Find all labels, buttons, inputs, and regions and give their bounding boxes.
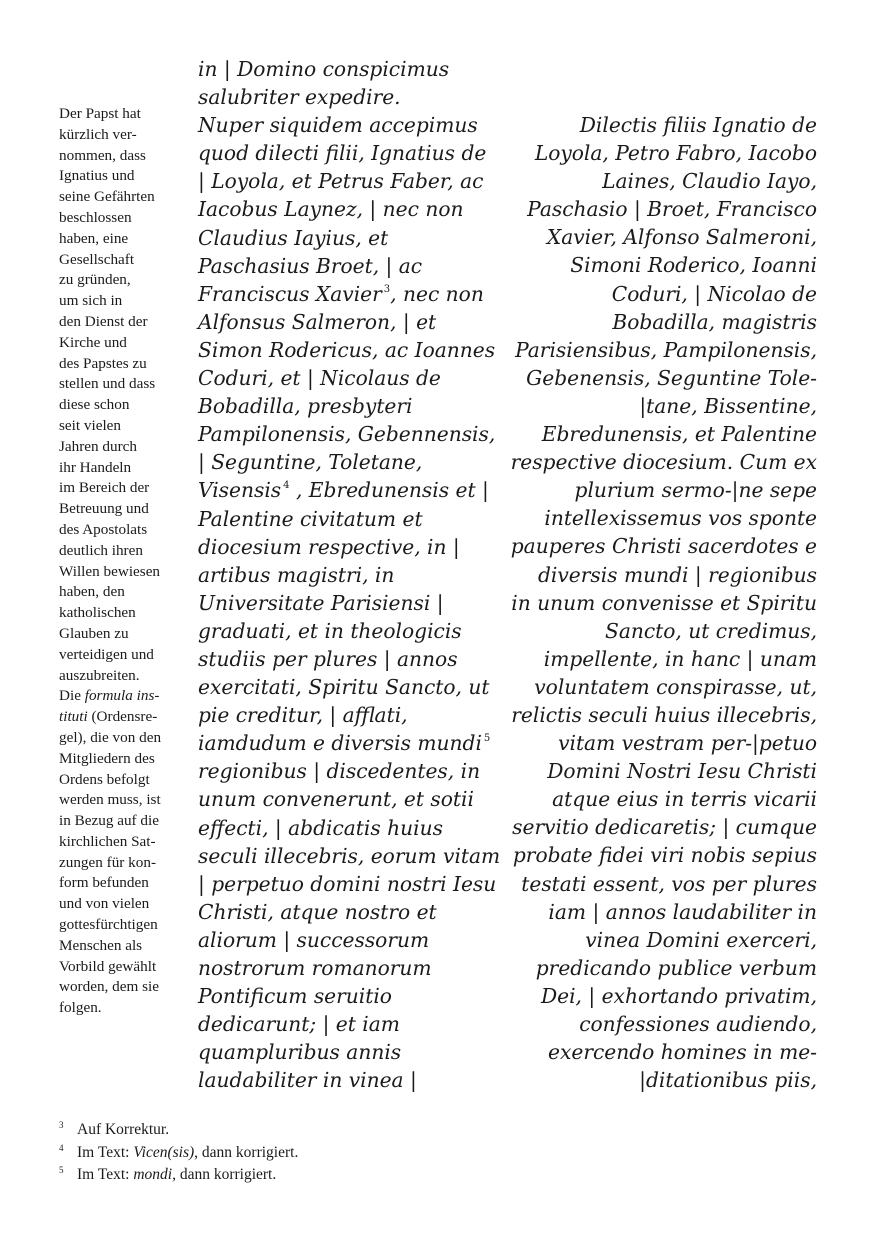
text-run: Simon Rodericus, ac Ioannes bbox=[198, 337, 496, 362]
text-line bbox=[510, 785, 817, 813]
text-line bbox=[510, 420, 817, 448]
text-line bbox=[198, 224, 498, 252]
text-run: des Papstes zu bbox=[59, 354, 147, 372]
gloss-line bbox=[59, 645, 183, 666]
text-run: form befunden bbox=[59, 874, 149, 892]
gloss-line bbox=[59, 624, 183, 645]
text-line bbox=[510, 223, 817, 251]
text-run: vitam vestram per-|petuo bbox=[558, 731, 817, 756]
text-run: zu gründen, bbox=[59, 271, 131, 289]
gloss-line bbox=[59, 957, 183, 978]
text-line bbox=[510, 954, 817, 982]
gloss-line bbox=[59, 541, 183, 562]
text-line bbox=[198, 898, 498, 926]
text-run: | Loyola, et Petrus Faber, ac bbox=[198, 169, 484, 194]
text-run: Die bbox=[59, 687, 85, 705]
text-run: seine Gefährten bbox=[59, 188, 155, 206]
gloss-line bbox=[59, 250, 183, 271]
text-line bbox=[510, 336, 817, 364]
text-run: Jahren durch bbox=[59, 437, 138, 455]
text-run: Iacobus Laynez, | nec non bbox=[198, 197, 464, 222]
text-run: stellen und dass bbox=[59, 375, 156, 393]
text-run: servitio dedicaretis; | cumque bbox=[512, 815, 817, 840]
text-run: in Bezug auf die bbox=[59, 812, 159, 830]
footnote-text: dann korrigiert. bbox=[175, 1166, 277, 1184]
text-line bbox=[198, 814, 498, 842]
text-line bbox=[198, 842, 501, 870]
footnote: 4 Im Text: Vicen(sis), dann korrigiert. bbox=[59, 1142, 299, 1161]
text-line bbox=[510, 308, 817, 336]
text-run: , Ebredunensis et | bbox=[289, 478, 489, 503]
text-run: seculi illecebris, eorum vitam bbox=[198, 843, 501, 868]
text-line bbox=[510, 701, 817, 729]
text-run: Menschen als bbox=[59, 936, 143, 954]
text-run: Dei, | exhortando privatim, bbox=[540, 983, 817, 1008]
text-line bbox=[198, 505, 498, 533]
text-run: katholischen bbox=[59, 604, 136, 622]
text-run: Alfonsus Salmeron, | et bbox=[198, 309, 437, 334]
text-run: kürzlich ver- bbox=[59, 125, 137, 143]
text-line bbox=[510, 926, 817, 954]
text-run: diese schon bbox=[59, 396, 130, 414]
text-run: des Apostolats bbox=[59, 520, 148, 538]
text-run: |ditationibus piis, bbox=[639, 1068, 817, 1093]
gloss-line bbox=[59, 894, 183, 915]
text-line bbox=[510, 139, 817, 167]
text-run: Christi, atque nostro et bbox=[198, 899, 437, 924]
gloss-line bbox=[59, 936, 183, 957]
text-run: Claudius Iayius, et bbox=[198, 225, 389, 250]
text-run: quod dilecti filii, Ignatius de bbox=[198, 141, 487, 166]
gloss-line bbox=[59, 832, 183, 853]
text-line bbox=[510, 645, 817, 673]
text-run: , nec non bbox=[390, 281, 484, 306]
text-run: Nuper siquidem accepimus bbox=[198, 113, 478, 138]
text-run: zungen für kon- bbox=[59, 853, 156, 871]
text-run: Mitgliedern des bbox=[59, 749, 155, 767]
gloss-line bbox=[59, 707, 183, 728]
gloss-line bbox=[59, 562, 183, 583]
text-line bbox=[198, 785, 498, 813]
text-line bbox=[198, 561, 498, 589]
text-run: studiis per plures | annos bbox=[198, 646, 458, 671]
text-line bbox=[510, 476, 817, 504]
gloss-line bbox=[59, 437, 183, 458]
text-line bbox=[510, 729, 817, 757]
text-line bbox=[198, 645, 498, 673]
text-line bbox=[510, 1010, 817, 1038]
text-run: worden, dem sie bbox=[59, 978, 159, 996]
gloss-line bbox=[59, 499, 183, 520]
text-line bbox=[510, 1066, 817, 1094]
text-run: nommen, dass bbox=[59, 146, 146, 164]
gloss-line bbox=[59, 312, 183, 333]
text-run: aliorum | successorum bbox=[198, 927, 430, 952]
text-line bbox=[510, 392, 817, 420]
text-line bbox=[198, 1066, 498, 1094]
text-line bbox=[510, 448, 817, 476]
text-run: confessiones audiendo, bbox=[579, 1012, 817, 1036]
footnote-text: Im Text: bbox=[77, 1143, 134, 1161]
text-run: und von vielen bbox=[59, 895, 150, 913]
text-run: Betreuung und bbox=[59, 500, 149, 518]
text-run: Universitate Parisiensi | bbox=[198, 590, 444, 615]
text-line bbox=[510, 673, 817, 701]
text-run: seit vielen bbox=[59, 416, 121, 434]
text-run: vinea Domini exerceri, bbox=[585, 927, 817, 952]
footnote-marker: 3 bbox=[383, 283, 391, 295]
text-line bbox=[510, 841, 817, 869]
text-run: diversis mundi | regionibus bbox=[537, 562, 817, 587]
text-run: impellente, in hanc | unam bbox=[543, 646, 817, 671]
gloss-line bbox=[59, 416, 183, 437]
text-run: nostrorum romanorum bbox=[198, 956, 432, 980]
text-line bbox=[198, 982, 498, 1010]
text-run: verteidigen und bbox=[59, 645, 154, 663]
gloss-line bbox=[59, 915, 183, 936]
text-run: exercendo homines in me- bbox=[548, 1040, 817, 1065]
gloss-line bbox=[59, 458, 183, 479]
text-run: Parisiensibus, Pampilonensis, bbox=[515, 337, 817, 362]
text-run: laudabiliter in vinea | bbox=[198, 1068, 417, 1093]
text-line bbox=[510, 813, 817, 841]
text-run: intellexissemus vos sponte bbox=[544, 506, 817, 531]
text-line bbox=[198, 870, 498, 898]
text-run: Ebredunensis, et Palentine bbox=[541, 422, 817, 447]
gloss-line bbox=[59, 270, 183, 291]
text-run: gottesfürchtigen bbox=[59, 916, 158, 934]
footnote-text: Auf Korrektur. bbox=[77, 1121, 170, 1138]
text-run: Coduri, et | Nicolaus de bbox=[198, 366, 441, 391]
text-line bbox=[510, 532, 817, 560]
text-line bbox=[198, 589, 498, 617]
text-run: ihr Handeln bbox=[59, 458, 132, 476]
text-line bbox=[198, 280, 498, 308]
text-line bbox=[510, 251, 817, 279]
gloss-line bbox=[59, 125, 183, 146]
text-run: Glauben zu bbox=[59, 624, 129, 642]
gloss-line bbox=[59, 811, 183, 832]
text-run: deutlich ihren bbox=[59, 541, 143, 559]
text-line bbox=[198, 476, 498, 504]
text-line bbox=[198, 1010, 498, 1038]
gloss-line bbox=[59, 603, 183, 624]
text-line bbox=[510, 280, 817, 308]
gloss-line bbox=[59, 582, 183, 603]
text-run: | perpetuo domini nostri Iesu bbox=[198, 871, 497, 896]
text-run: Loyola, Petro Fabro, Iacobo bbox=[534, 141, 817, 166]
gloss-line bbox=[59, 977, 183, 998]
marginal-gloss bbox=[59, 104, 183, 1019]
text-run: regionibus | discedentes, in bbox=[198, 759, 481, 784]
text-line bbox=[198, 420, 498, 448]
text-run: formula ins- bbox=[84, 687, 160, 705]
gloss-line bbox=[59, 354, 183, 375]
text-run: Simoni Roderico, Ioanni bbox=[570, 253, 817, 278]
footnote: 3 Auf Korrektur. bbox=[59, 1120, 170, 1138]
gloss-line bbox=[59, 770, 183, 791]
footnote-text: Vicen(sis) bbox=[133, 1143, 195, 1161]
text-line bbox=[510, 617, 817, 645]
gloss-line bbox=[59, 146, 183, 167]
gloss-line bbox=[59, 333, 183, 354]
text-run: in | Domino conspicimus bbox=[198, 57, 450, 81]
text-line bbox=[198, 729, 498, 757]
text-line bbox=[198, 533, 498, 561]
text-run: folgen. bbox=[59, 999, 102, 1017]
text-run: Paschasius Broet, | ac bbox=[198, 253, 423, 278]
text-run: Laines, Claudio Iayo, bbox=[602, 169, 817, 194]
gloss-line bbox=[59, 749, 183, 770]
gloss-line bbox=[59, 166, 183, 187]
footnote-marker: 4 bbox=[283, 480, 290, 492]
footnotes bbox=[59, 1119, 819, 1187]
text-run: den Dienst der bbox=[59, 312, 148, 330]
text-line bbox=[510, 364, 817, 392]
text-line bbox=[510, 561, 817, 589]
text-run: pauperes Christi sacerdotes e bbox=[510, 534, 817, 559]
text-run: Franciscus Xavier bbox=[198, 281, 382, 306]
text-line bbox=[198, 1038, 498, 1066]
text-run: im Bereich der bbox=[59, 479, 150, 497]
text-run: effecti, | abdicatis huius bbox=[198, 815, 443, 840]
text-line bbox=[510, 111, 817, 139]
text-line bbox=[198, 55, 498, 83]
text-line bbox=[198, 701, 498, 729]
text-run: Sancto, ut credimus, bbox=[604, 618, 817, 643]
footnote-text: , dann korrigiert. bbox=[194, 1143, 299, 1161]
text-run: relictis seculi huius illecebris, bbox=[511, 702, 817, 727]
footnote-text: Im Text: bbox=[77, 1166, 134, 1184]
text-run: in unum convenisse et Spiritu bbox=[511, 590, 817, 615]
footnote-text: mondi, bbox=[133, 1166, 176, 1184]
text-run: Domini Nostri Iesu Christi bbox=[547, 759, 817, 784]
text-line bbox=[198, 364, 498, 392]
text-line bbox=[198, 336, 498, 364]
text-line bbox=[198, 617, 498, 645]
text-run: Ordens befolgt bbox=[59, 770, 150, 788]
text-run: Bobadilla, presbyteri bbox=[198, 394, 413, 419]
text-run: Ignatius und bbox=[59, 167, 135, 185]
text-run: werden muss, ist bbox=[59, 791, 161, 809]
text-run: voluntatem conspirasse, ut, bbox=[534, 674, 817, 699]
text-run: auszubreiten. bbox=[59, 666, 140, 684]
text-line bbox=[198, 392, 498, 420]
text-line bbox=[198, 195, 498, 223]
text-run: (Ordensre- bbox=[87, 708, 158, 726]
text-run: atque eius in terris vicarii bbox=[552, 787, 817, 812]
text-line bbox=[198, 252, 498, 280]
text-run: Der Papst hat bbox=[59, 105, 141, 122]
text-run: testati essent, vos per plures bbox=[521, 871, 817, 896]
text-line bbox=[510, 898, 817, 926]
gloss-line bbox=[59, 873, 183, 894]
text-line bbox=[510, 167, 817, 195]
text-line bbox=[198, 954, 498, 982]
footnote-marker: 5 bbox=[483, 733, 491, 745]
text-run: Visensis bbox=[198, 478, 282, 503]
text-run: pie creditur, | afflati, bbox=[198, 703, 408, 728]
text-line bbox=[510, 504, 817, 532]
text-run: quampluribus annis bbox=[198, 1040, 402, 1065]
text-line bbox=[198, 111, 498, 139]
text-run: Palentine civitatum et bbox=[198, 506, 423, 531]
text-run: Pampilonensis, Gebennensis, bbox=[198, 422, 496, 447]
text-line bbox=[198, 167, 498, 195]
gloss-line bbox=[59, 395, 183, 416]
text-run: plurium sermo-|ne sepe bbox=[574, 478, 817, 503]
text-run: tituti bbox=[59, 708, 88, 726]
gloss-line bbox=[59, 478, 183, 499]
text-run: Vorbild gewählt bbox=[59, 957, 157, 975]
text-line bbox=[510, 757, 817, 785]
text-run: exercitati, Spiritu Sancto, ut bbox=[198, 675, 490, 700]
text-run: Paschasio | Broet, Francisco bbox=[527, 197, 817, 222]
text-line bbox=[198, 448, 498, 476]
text-line bbox=[198, 308, 498, 336]
gloss-line bbox=[59, 104, 183, 125]
gloss-line bbox=[59, 291, 183, 312]
text-line bbox=[198, 757, 498, 785]
text-run: Bobadilla, magistris bbox=[612, 309, 817, 334]
text-run: Willen bewiesen bbox=[59, 562, 161, 580]
gloss-line bbox=[59, 208, 183, 229]
gloss-line bbox=[59, 790, 183, 811]
text-run: Gebenensis, Seguntine Tole- bbox=[526, 365, 817, 390]
text-run: Xavier, Alfonso Salmeroni, bbox=[546, 225, 817, 250]
text-run: haben, den bbox=[59, 583, 125, 601]
text-line bbox=[198, 83, 498, 111]
text-run: dedicarunt; | et iam bbox=[198, 1012, 400, 1037]
latin-text-right-column bbox=[510, 111, 817, 1094]
text-run: | Seguntine, Toletane, bbox=[198, 450, 423, 475]
text-run: Pontificum seruitio bbox=[198, 984, 392, 1009]
text-line bbox=[198, 926, 498, 954]
gloss-line bbox=[59, 686, 183, 707]
text-line bbox=[510, 982, 817, 1010]
gloss-line bbox=[59, 666, 183, 687]
footnote: 5 Im Text: mondi, dann korrigiert. bbox=[59, 1165, 277, 1184]
text-run: beschlossen bbox=[59, 208, 132, 226]
text-run: salubriter expedire. bbox=[198, 85, 401, 110]
text-run: unum convenerunt, et sotii bbox=[198, 787, 474, 812]
text-run: artibus magistri, in bbox=[198, 562, 395, 587]
text-run: Coduri, | Nicolao de bbox=[611, 281, 817, 306]
text-run: um sich in bbox=[59, 292, 123, 310]
gloss-line bbox=[59, 853, 183, 874]
text-run: graduati, et in theologicis bbox=[198, 618, 462, 643]
text-run: iamdudum e diversis mundi bbox=[198, 731, 482, 756]
text-run: |tane, Bissentine, bbox=[639, 393, 817, 418]
latin-text-middle-column bbox=[198, 55, 501, 1094]
text-run: gel), die von den bbox=[59, 728, 162, 746]
text-run: kirchlichen Sat- bbox=[59, 832, 156, 850]
text-run: diocesium respective, in | bbox=[198, 534, 460, 559]
text-run: Kirche und bbox=[59, 333, 127, 351]
gloss-line bbox=[59, 998, 183, 1019]
text-line bbox=[510, 870, 817, 898]
gloss-line bbox=[59, 229, 183, 250]
text-line bbox=[198, 673, 498, 701]
text-line bbox=[510, 195, 817, 223]
text-run: Dilectis filiis Ignatio de bbox=[579, 113, 817, 137]
text-run: respective diocesium. Cum ex bbox=[510, 450, 817, 475]
text-run: Gesellschaft bbox=[59, 250, 135, 268]
gloss-line bbox=[59, 374, 183, 395]
text-run: predicando publice verbum bbox=[535, 955, 817, 980]
text-run: haben, eine bbox=[59, 229, 129, 247]
text-line bbox=[198, 139, 498, 167]
text-run: iam | annos laudabiliter in bbox=[548, 899, 817, 924]
text-run: probate fidei viri nobis sepius bbox=[512, 843, 817, 868]
text-line bbox=[510, 1038, 817, 1066]
gloss-line bbox=[59, 187, 183, 208]
gloss-line bbox=[59, 728, 183, 749]
text-line bbox=[510, 589, 817, 617]
gloss-line bbox=[59, 520, 183, 541]
